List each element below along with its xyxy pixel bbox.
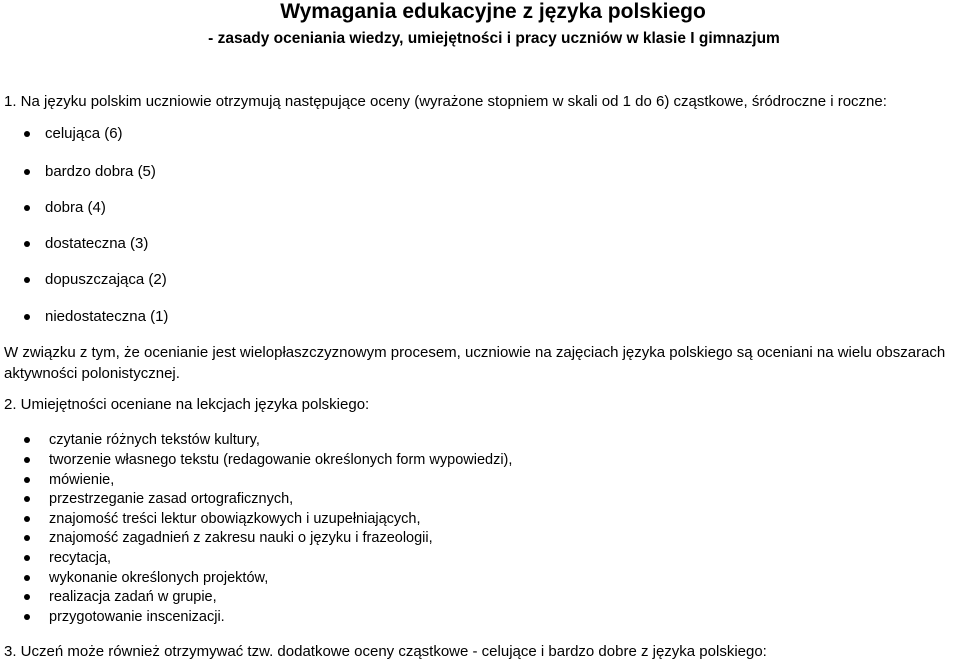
bullet-icon — [24, 575, 30, 581]
section-3-intro: 3. Uczeń może również otrzymywać tzw. dodatkowe oceny cząstkowe - celujące i bardzo dobre z języka polskiego: — [4, 643, 767, 660]
bullet-icon — [24, 477, 30, 483]
bullet-icon — [24, 131, 30, 137]
bullet-icon — [24, 516, 30, 522]
bullet-icon — [24, 496, 30, 502]
bullet-icon — [24, 169, 30, 175]
bullet-icon — [24, 457, 30, 463]
bullet-icon — [24, 535, 30, 541]
section-1-note: W związku z tym, że ocenianie jest wielopłaszczyznowym procesem, uczniowie na zajęciach języka polskiego są oceniani na wielu obszarach aktywności polonistycznej. — [4, 344, 946, 382]
document-title: Wymagania edukacyjne z języka polskiego — [280, 0, 706, 23]
bullet-icon — [24, 277, 30, 283]
bullet-icon — [24, 205, 30, 211]
bullet-icon — [24, 555, 30, 561]
bullet-icon — [24, 314, 30, 320]
section-1-intro: 1. Na języku polskim uczniowie otrzymują następujące oceny (wyrażone stopniem w skali od 1 do 6) cząstkowe, śródroczne i roczne: — [4, 93, 887, 110]
bullet-icon — [24, 241, 30, 247]
bullet-icon — [24, 437, 30, 443]
document-subtitle: - zasady oceniania wiedzy, umiejętności i pracy uczniów w klasie I gimnazjum — [208, 30, 780, 47]
bullet-icon — [24, 594, 30, 600]
bullet-icon — [24, 614, 30, 620]
section-2-intro: 2. Umiejętności oceniane na lekcjach języka polskiego: — [4, 396, 370, 413]
